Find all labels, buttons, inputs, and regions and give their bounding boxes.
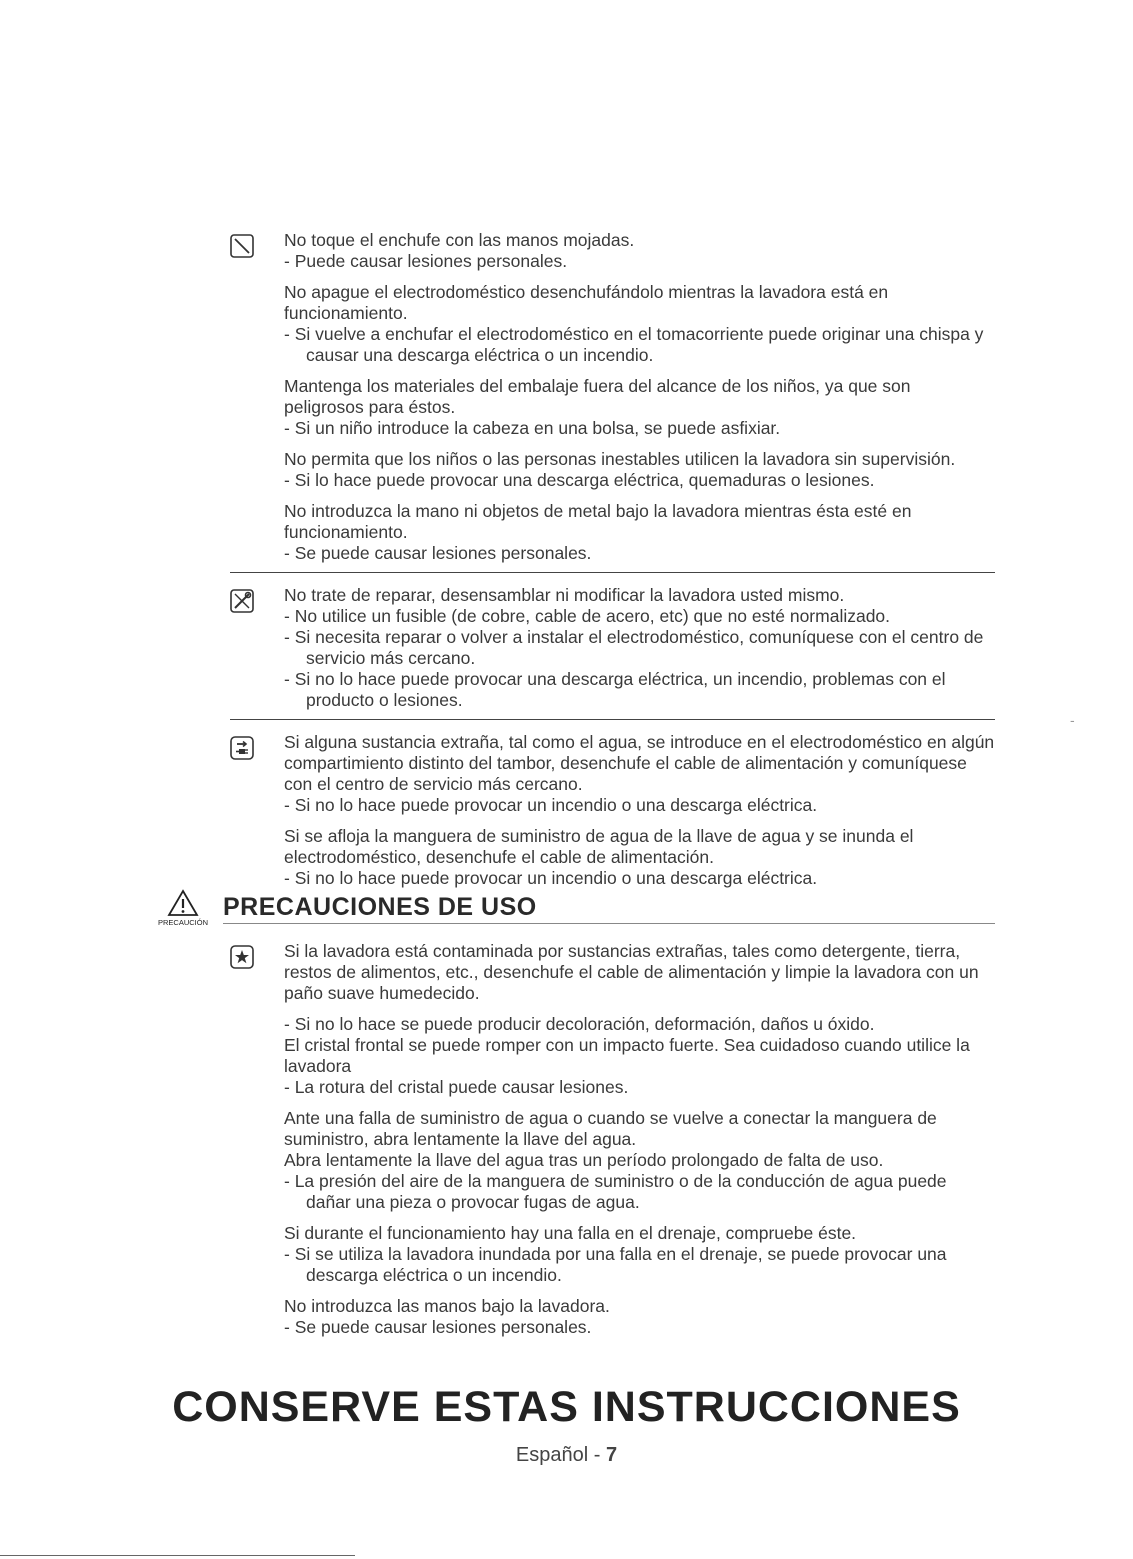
paragraph-text: Si durante el funcionamiento hay una falla en el drenaje, compruebe éste. xyxy=(284,1223,857,1243)
paragraph-text: - Si no lo hace se puede producir decoloración, deformación, daños u óxido. xyxy=(284,1014,875,1034)
block2-text xyxy=(284,585,995,711)
page-footer xyxy=(0,1444,1133,1467)
paragraph-text: No introduzca las manos bajo la lavadora. xyxy=(284,1296,610,1316)
paragraph-text: El cristal frontal se puede romper con un impacto fuerte. Sea cuidadoso cuando utilice la lavadora xyxy=(284,1035,970,1076)
paragraph-text: No introduzca la mano ni objetos de metal bajo la lavadora mientras ésta esté en funcionamiento. xyxy=(284,501,912,542)
caution-label: PRECAUCIÓN xyxy=(157,918,209,927)
paragraph-text: Mantenga los materiales del embalaje fuera del alcance de los niños, ya que son peligrosos para éstos. xyxy=(284,376,911,417)
block-no-touch xyxy=(230,230,995,564)
divider xyxy=(230,572,995,573)
bullet-text: - No utilice un fusible (de cobre, cable de acero, etc) que no esté normalizado. xyxy=(284,606,891,626)
bullet-text: - Si no lo hace puede provocar una descarga eléctrica, un incendio, problemas con el producto o lesiones. xyxy=(284,669,946,710)
paragraph-text: No trate de reparar, desensamblar ni modificar la lavadora usted mismo. xyxy=(284,585,845,605)
unplug-icon xyxy=(230,736,254,760)
no-disassemble-icon xyxy=(230,589,254,613)
block1-text xyxy=(284,230,995,564)
bullet-text: - Si necesita reparar o volver a instalar el electrodoméstico, comuníquese con el centro de servicio más cercano. xyxy=(284,627,984,668)
bullet-text: - La presión del aire de la manguera de suministro o de la conducción de agua puede dañar una pieza o provocar fugas de agua. xyxy=(284,1171,947,1212)
paragraph-text: Si la lavadora está contaminada por sustancias extrañas, tales como detergente, tierra, restos de alimentos, etc., desenchufe el cable de alimentación y limpie la lavadora con un paño suave humedecido. xyxy=(284,941,979,1003)
section-underline xyxy=(223,923,995,924)
section-title: PRECAUCIONES DE USO xyxy=(223,893,537,921)
prohibited-icon xyxy=(230,234,254,258)
paragraph-text: Ante una falla de suministro de agua o cuando se vuelve a conectar la manguera de suministro, abra lentamente la llave del agua. xyxy=(284,1108,937,1149)
stray-mark: - xyxy=(1070,712,1075,728)
bullet-text: - Si no lo hace puede provocar un incendio o una descarga eléctrica. xyxy=(284,868,818,888)
block-unplug xyxy=(230,732,995,889)
block-repair xyxy=(230,585,995,711)
page-number: 7 xyxy=(605,1444,618,1466)
important-star-icon xyxy=(230,945,254,969)
divider xyxy=(230,719,995,720)
bullet-text: - Si un niño introduce la cabeza en una bolsa, se puede asfixiar. xyxy=(284,418,781,438)
block3-text xyxy=(284,732,995,889)
paragraph-text: No permita que los niños o las personas inestables utilicen la lavadora sin supervisión. xyxy=(284,449,956,469)
content xyxy=(157,230,995,1338)
bullet-text: - Si no lo hace puede provocar un incendio o una descarga eléctrica. xyxy=(284,795,818,815)
footer-language: Español - xyxy=(515,1444,606,1466)
bullet-text: - Puede causar lesiones personales. xyxy=(284,251,568,271)
bullet-text: - La rotura del cristal puede causar lesiones. xyxy=(284,1077,629,1097)
bullet-text: - Se puede causar lesiones personales. xyxy=(284,543,592,563)
paragraph-text: Si se afloja la manguera de suministro de agua de la llave de agua y se inunda el electrodoméstico, desenchufe el cable de alimentación. xyxy=(284,826,914,867)
caution-icon xyxy=(155,889,211,927)
save-instructions-title: CONSERVE ESTAS INSTRUCCIONES xyxy=(172,1383,961,1431)
paragraph-text: Abra lentamente la llave del agua tras un período prolongado de falta de uso. xyxy=(284,1150,884,1170)
block4-text xyxy=(284,941,995,1338)
bullet-text: - Se puede causar lesiones personales. xyxy=(284,1317,592,1337)
paragraph-text: No apague el electrodoméstico desenchufándolo mientras la lavadora está en funcionamiento. xyxy=(284,282,889,323)
bullet-text: - Si lo hace puede provocar una descarga eléctrica, quemaduras o lesiones. xyxy=(284,470,875,490)
block-clean xyxy=(230,941,995,1338)
bottom-rule xyxy=(0,1555,355,1556)
paragraph-text: Si alguna sustancia extraña, tal como el agua, se introduce en el electrodoméstico en algún compartimiento distinto del tambor, desenchufe el cable de alimentación y comuníquese con el centro de servicio más cercano. xyxy=(284,732,995,794)
section-heading xyxy=(155,889,995,927)
bullet-text: - Si se utiliza la lavadora inundada por una falla en el drenaje, se puede provocar una descarga eléctrica o un incendio. xyxy=(284,1244,947,1285)
paragraph-text: No toque el enchufe con las manos mojadas. xyxy=(284,230,635,250)
bullet-text: - Si vuelve a enchufar el electrodoméstico en el tomacorriente puede originar una chispa y causar una descarga eléctrica o un incendio. xyxy=(284,324,984,365)
